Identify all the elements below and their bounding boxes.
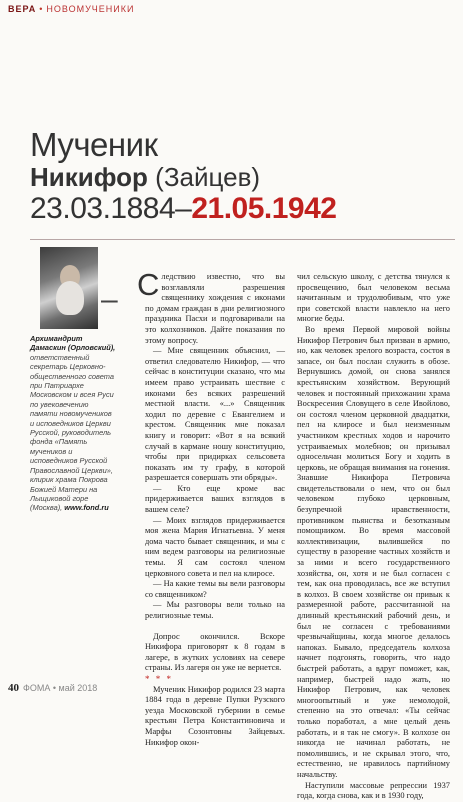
author-photo: [40, 247, 98, 329]
paragraph: — Мне священник объяснил, — ответил следователю Никифор, — что сейчас в конституции сказано, что мы имеем право устраивать шествие с иконами без всяких разрешений местной власти. «...» Священник ходил по деревне с Евангелием и крестом. Священник мне показал книгу и говорит: «Вот я на всякий случай в кармане ношу конституцию, чтобы при придирках сельсовета показать им ту графу, в которой разрешается совершать эти обряды».: [145, 346, 285, 483]
paragraph: [137, 267, 285, 346]
date-end: 21.05.1942: [191, 192, 337, 225]
subsection-label: НОВОМУЧЕНИКИ: [46, 4, 135, 14]
magazine-name: ФОМА: [23, 683, 51, 693]
text-column-2: [297, 272, 450, 802]
separator-dot: •: [39, 4, 44, 14]
paragraph: Допрос окончился. Вскоре Никифора приговорят к 8 годам в лагере, в жутких условиях на севере страны. Из лагеря он уже не вернется.: [145, 631, 285, 673]
title-surname: (Зайцев): [147, 162, 261, 192]
paragraph: Мученик Никифор родился 23 марта 1884 года в деревне Пупки Рузского уезда Московской губернии в семье крестьян Петра Константиновича и Марфы Созонтовны Зайцевых. Никифор окон-: [145, 684, 285, 747]
paragraph: — На какие темы вы вели разговоры со священником?: [145, 579, 285, 599]
section-label: ВЕРА: [8, 4, 37, 14]
author-name: Архимандрит Дамаскин (Орловский),: [30, 334, 116, 353]
paragraph-text: ледствию известно, что вы возглавляли разрешения священнику хождения с иконами по домам граждан в дни религиозного праздника Пасхи и подговаривали на это колхозников. Дайте показания по этому вопросу.: [145, 272, 285, 345]
paragraph: Наступили массовые репрессии 1937 года, когда снова, как и в 1930 году,: [297, 780, 450, 801]
author-caption: [30, 334, 116, 513]
lead-dash: –: [101, 283, 118, 316]
author-bio: ответственный секретарь Церковно-общественного совета при Патриархе Московском и всея Руси по увековечению памяти новомучеников и исповедников Церкви Русской, руководитель фонда «Память мучеников и исповедников Русской Православной Церкви», клирик храма Покрова Божией Матери на Лыщиковой горе (Москва),: [30, 352, 114, 513]
paragraph: — Моих взглядов придерживается моя жена Мария Игнатьевна. У меня дома часто бывает священник, и мы с ним ведем разговоры на религиозные темы. Я сам состоял членом церковного совета и пел на клиросе.: [145, 515, 285, 578]
paragraph: чил сельскую школу, с детства тянулся к просвещению, был человеком весьма начитанным и трудолюбивым, что уже при советской власти навлекло на него многие беды.: [297, 272, 450, 324]
title-line-1: Мученик: [30, 126, 158, 163]
paragraph: Во время Первой мировой войны Никифор Петрович был призван в армию, но, как человек зрелого возраста, состоя в запасе, он был послан служить в обозе. Вернувшись домой, он снова занялся крестьянским хозяйством. Верующий человек и постоянный прихожанин храма Воскресения Словущего в селе Ивойлово, он состоял членом церковной двадцатки, пел на клиросе и был неизменным участником крестных ходов и нарочито устраиваемых молебнов; он призывал односельчан молиться Богу и ходить в церковь, не обращая внимания на гонения. Знавшие Никифора Петровича свидетельствовали о нем, что он был человеком глубоко церковным, безупречной нравственности, противником пьянства и безотказным помощником. Во время массовой коллективизации, вылившейся по существу в разорение частных хозяйств и за ними и всего государственного хозяйства, он, хотя и не был согласен с тем, как она проводилась, все же вступил в колхоз. В своем хозяйстве он привык к размеренной работе, рассчитанной на длинный крестьянский рабочий день, и был не согласен с требованиями чрезвычайщины, когда многое делалось напоказ. Бывало, председатель колхоза начнет подгонять, говорить, что надо быстрей работать, а вдруг поможет, как, например, быстрей надо жать, но Никифор Петрович, как человек многоопытный и уже немолодой, степенно на это отвечал: «Ты сейчас только поработал, а мне целый день работать, и я так не смогу». В колхозе он никогда не начинал работать, не помолившись, и не скрывал этого, что, естественно, не нравилось партийному начальству.: [297, 324, 450, 779]
drop-cap: С: [137, 267, 160, 302]
spacer: [145, 622, 285, 632]
page-number: 40: [8, 682, 19, 694]
article-title: [30, 128, 450, 226]
page-footer: [8, 682, 97, 694]
photo-beard: [56, 281, 84, 315]
title-line-2: [30, 162, 450, 192]
author-url: www.fond.ru: [64, 503, 109, 513]
title-name: Никифор: [30, 162, 148, 192]
section-break: * * *: [145, 673, 173, 684]
issue-date: • май 2018: [52, 683, 98, 693]
date-start: 23.03.1884–: [30, 192, 192, 225]
paragraph: — Мы разговоры вели только на религиозные темы.: [145, 600, 285, 620]
text-column-1: [137, 267, 285, 748]
section-header: [8, 4, 134, 14]
title-dates: [30, 192, 450, 226]
paragraph: — Кто еще кроме вас придерживается ваших взглядов в вашем селе?: [145, 483, 285, 515]
title-divider: [30, 239, 455, 240]
